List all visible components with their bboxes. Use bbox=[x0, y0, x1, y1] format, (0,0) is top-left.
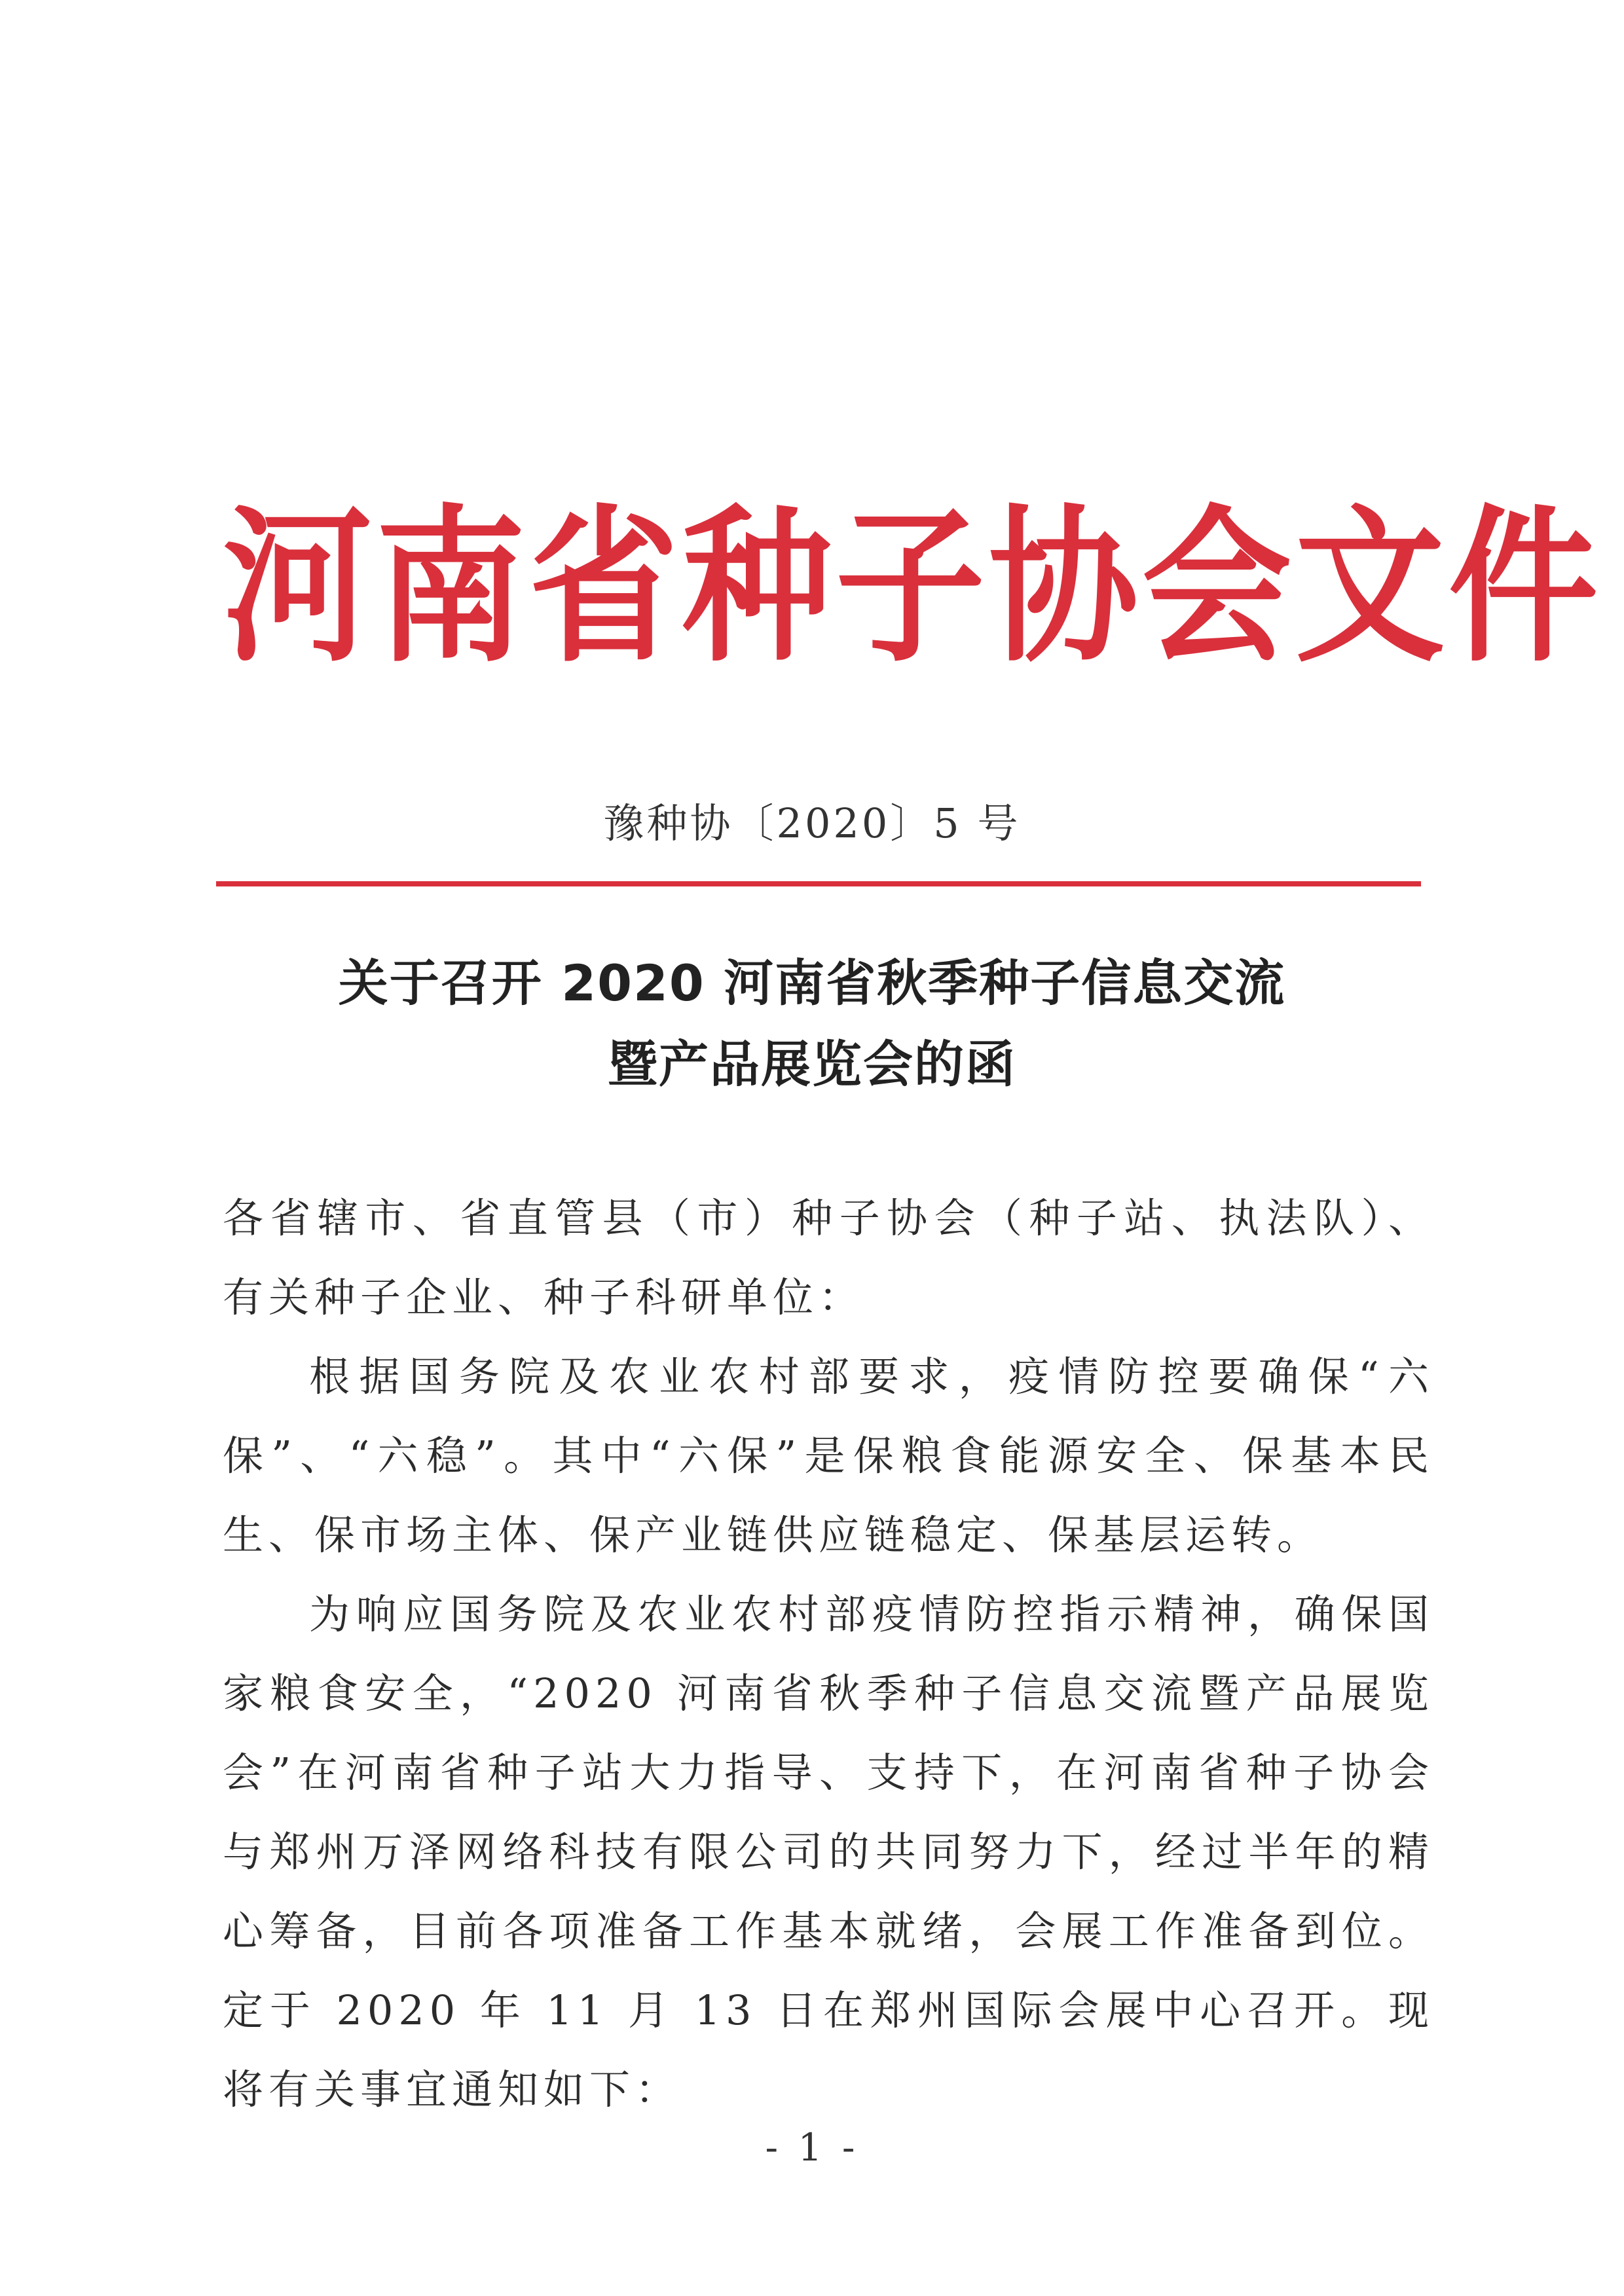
red-divider-line bbox=[216, 881, 1421, 886]
document-subject bbox=[0, 943, 1624, 1105]
subject-line-1: 关于召开 2020 河南省秋季种子信息交流 bbox=[338, 954, 1286, 1012]
body-paragraph-1: 根据国务院及农业农村部要求，疫情防控要确保“六保”、“六稳”。其中“六保”是保粮食能源安全、保基本民生、保市场主体、保产业链供应链稳定、保基层运转。 bbox=[223, 1353, 1434, 1559]
body-paragraph-2: 为响应国务院及农业农村部疫情防控指示精神，确保国家粮食安全，“2020 河南省秋季种子信息交流暨产品展览会”在河南省种子站大力指导、支持下，在河南省种子协会与郑州万泽网络科技有限公司的共同努力下，经过半年的精心筹备，目前各项准备工作基本就绪，会展工作准备到位。定于 2020 年 11 月 13 日在郑州国际会展中心召开。现将有关事宜通知如下： bbox=[223, 1590, 1434, 2113]
salutation: 各省辖市、省直管县（市）种子协会（种子站、执法队）、有关种子企业、种子科研单位： bbox=[223, 1194, 1434, 1321]
subject-line-2: 暨产品展览会的函 bbox=[608, 1035, 1016, 1093]
document-header-title: 河南省种子协会文件 bbox=[223, 489, 1602, 685]
document-body bbox=[223, 1178, 1434, 2129]
document-number: 豫种协〔2020〕5 号 bbox=[603, 799, 1021, 847]
page-number: - 1 - bbox=[765, 2125, 859, 2170]
